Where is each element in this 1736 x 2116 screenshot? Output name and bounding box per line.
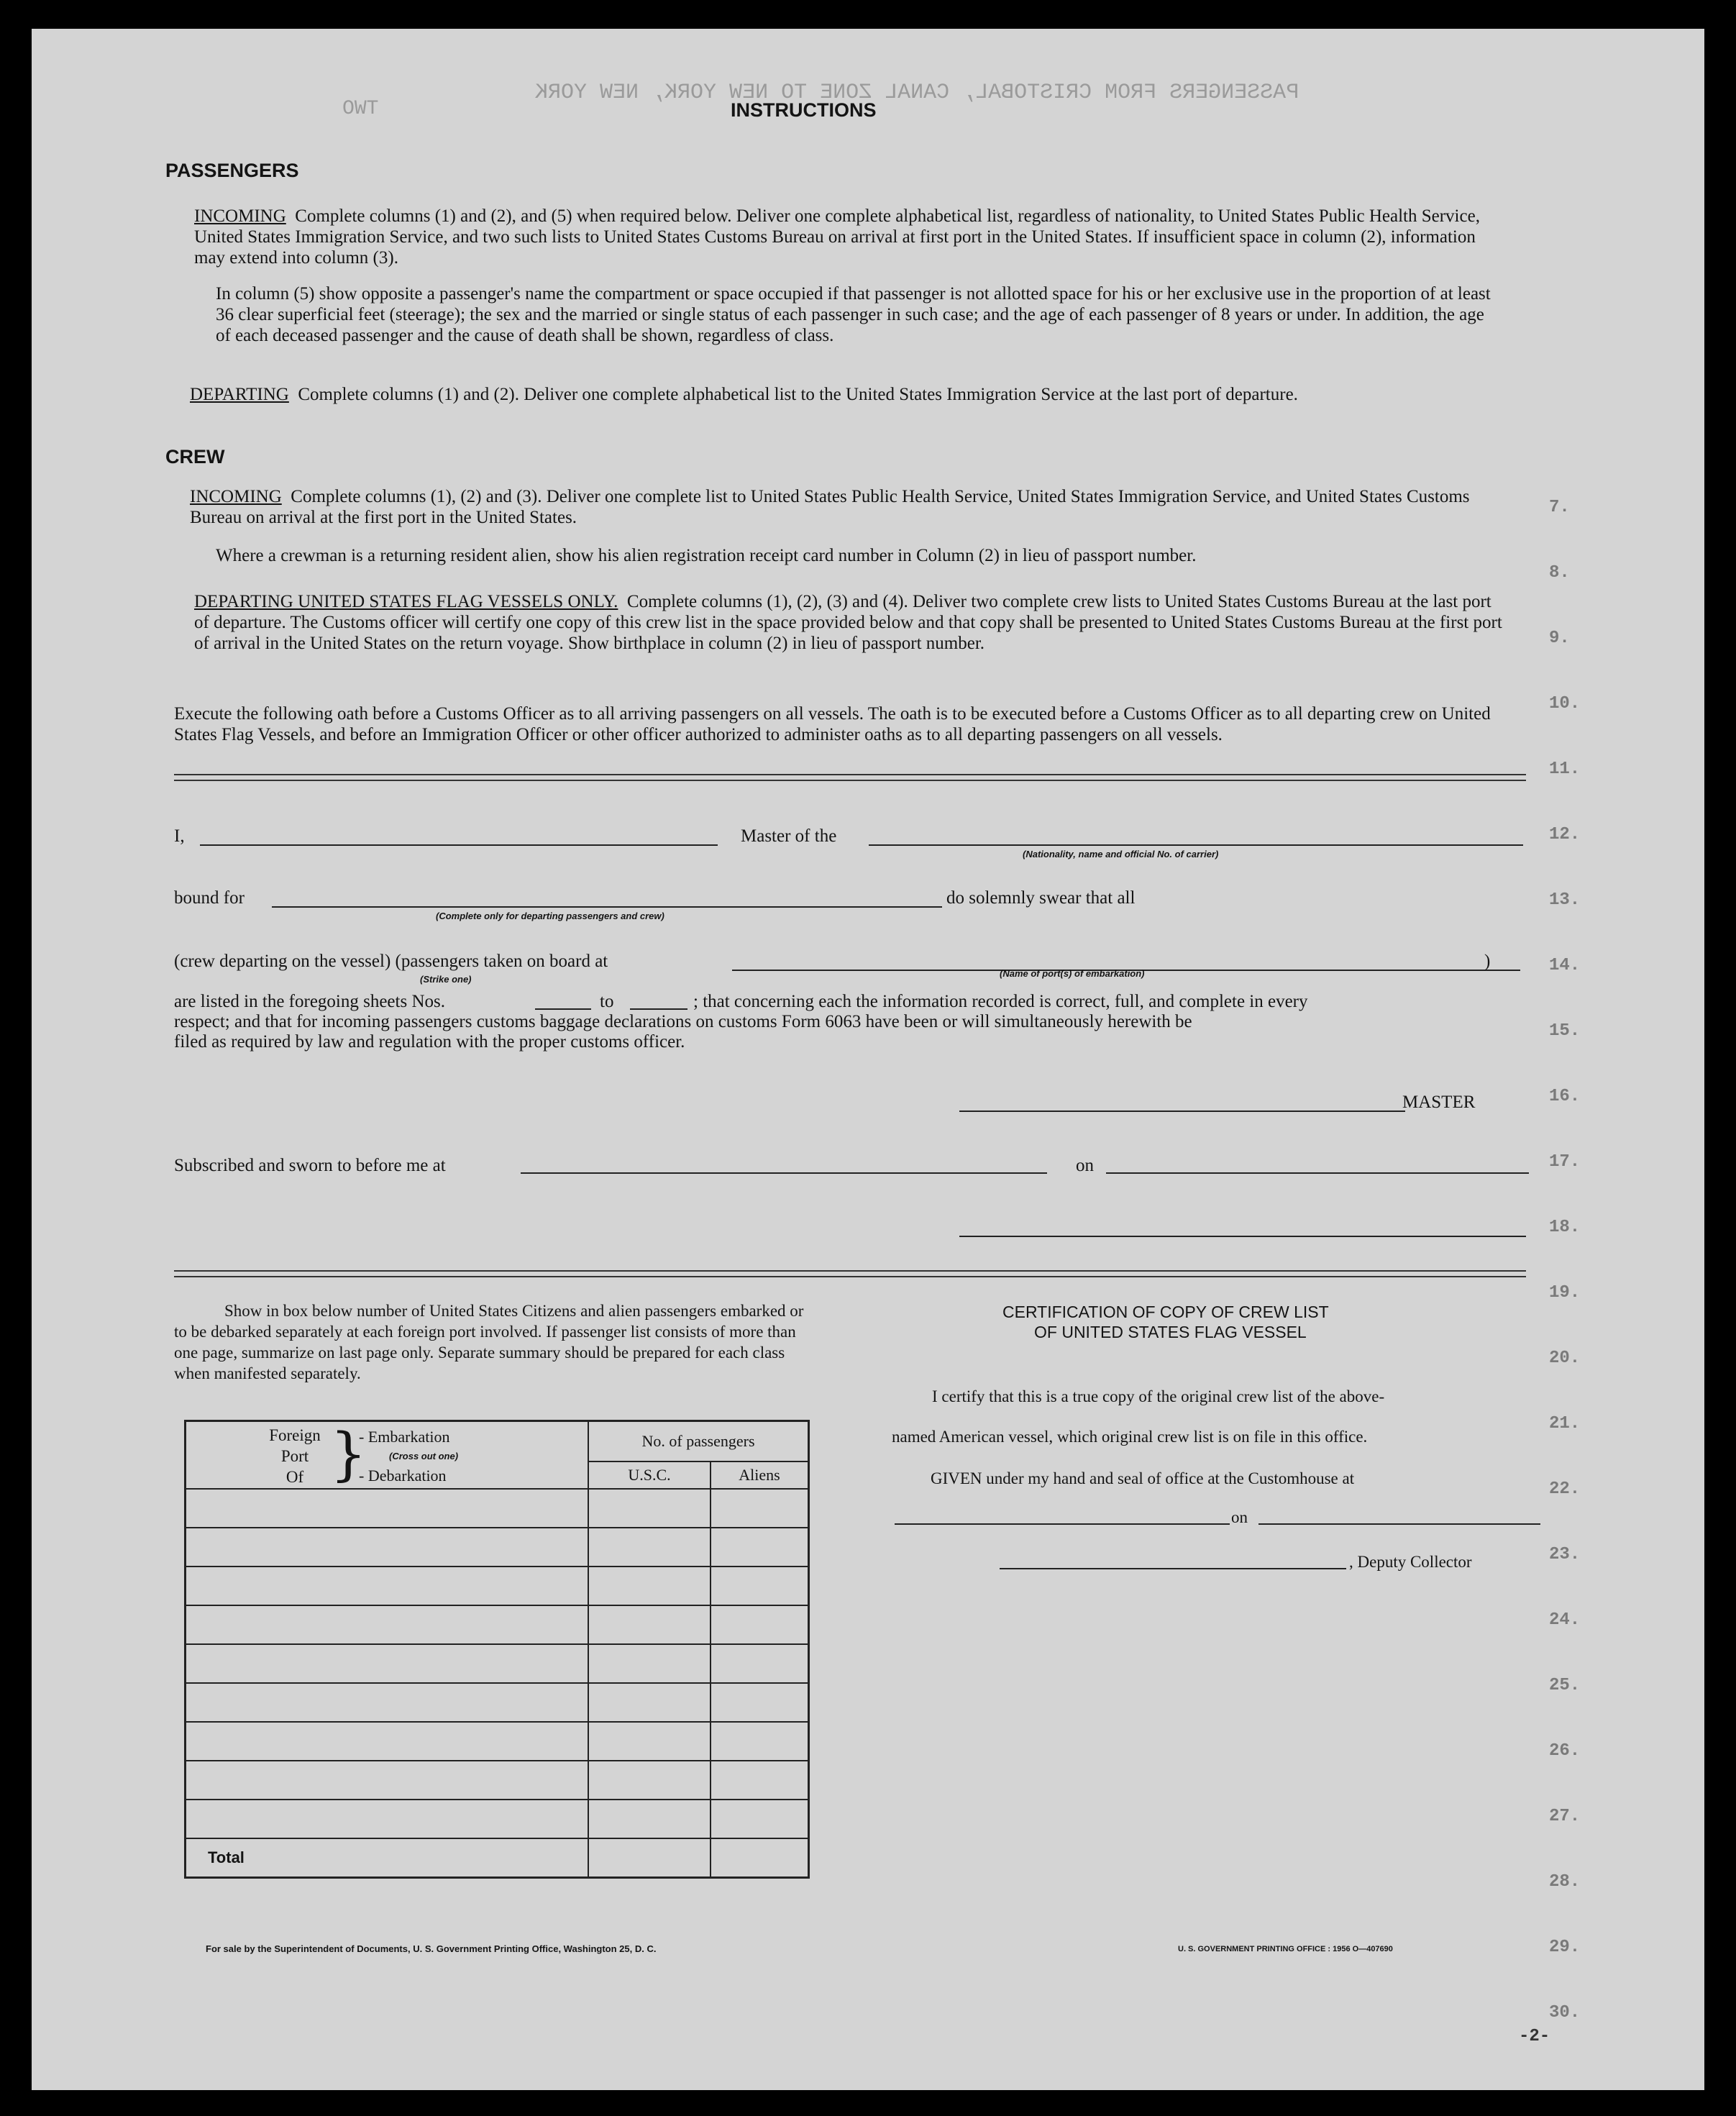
deputy-collector-label: , Deputy Collector: [1349, 1553, 1472, 1571]
embarkation-label: - Embarkation: [359, 1428, 450, 1446]
customhouse-field[interactable]: [895, 1523, 1230, 1525]
deputy-collector-field[interactable]: [1000, 1568, 1346, 1569]
incoming-text: Complete columns (1) and (2), and (5) when required below. Deliver one complete alphabetical list, regardless of nationality, to United States Public Health Service, United States Immigration Service, and two such lists to United States Customs Bureau on arrival at first port in the United States. If insufficient space in column (2), information may extend into column (3).: [194, 206, 1480, 268]
footer-left: For sale by the Superintendent of Documents, U. S. Government Printing Office, Washington 25, D. C.: [206, 1943, 657, 1954]
bleed-through-row-number: 10.: [1549, 694, 1581, 713]
bleed-through-row-number: 15.: [1549, 1021, 1581, 1041]
oath-instructions: Execute the following oath before a Customs Officer as to all arriving passengers on all vessels. The oath is to be executed before a Customs Officer as to all departing crew on United States Flag Vessels, and before an Immigration Officer or other officer authorized to administer oaths as to all departing passengers on all vessels.: [174, 704, 1491, 744]
bleed-through-row-number: 20.: [1549, 1349, 1581, 1368]
footer-right: U. S. GOVERNMENT PRINTING OFFICE : 1956 O—407690: [1178, 1945, 1393, 1953]
bleed-through-row-number: 23.: [1549, 1545, 1581, 1564]
bleed-through-row-number: 28.: [1549, 1872, 1581, 1892]
bleed-through-row-number: 13.: [1549, 890, 1581, 910]
brace-icon: }: [330, 1420, 367, 1487]
bleed-through-row-number: 22.: [1549, 1479, 1581, 1499]
officer-signature-field[interactable]: [959, 1236, 1526, 1237]
bleed-through-page-mark: -2-: [1519, 2027, 1550, 2046]
oath-i-label: I,: [174, 826, 185, 846]
bleed-through-row-number: 27.: [1549, 1807, 1581, 1826]
respect-text: respect; and that for incoming passengers customs baggage declarations on customs Form 6063 have been or will simultaneously herewith be: [174, 1012, 1192, 1031]
table-row[interactable]: [186, 1761, 809, 1800]
listed-label: are listed in the foregoing sheets Nos.: [174, 992, 445, 1011]
bound-for-field[interactable]: [272, 906, 942, 908]
cross-out-note: (Cross out one): [389, 1451, 459, 1461]
subscribed-date-field[interactable]: [1106, 1172, 1529, 1174]
table-row[interactable]: [186, 1683, 809, 1722]
column5-paragraph: In column (5) show opposite a passenger's name the compartment or space occupied if that passenger is not allotted space for his or her exclusive use in the proportion of at least 36 clear superficial feet (steerage); the sex and the married or single status of each passenger in such case; and the age of each passenger of 8 years or under. In addition, the age of each deceased passenger and the cause of death shall be shown, regardless of class.: [216, 284, 1491, 345]
certification-title-2: OF UNITED STATES FLAG VESSEL: [1034, 1323, 1307, 1341]
table-row[interactable]: [186, 1567, 809, 1605]
crew-incoming-label: INCOMING: [190, 487, 282, 506]
listed-rest: ; that concerning each the information recorded is correct, full, and complete in every: [693, 992, 1308, 1011]
instructions-title: INSTRUCTIONS: [731, 99, 877, 121]
bleed-through-row-number: 25.: [1549, 1676, 1581, 1695]
crewman-paragraph: Where a crewman is a returning resident alien, show his alien registration receipt card number in Column (2) in lieu of passport number.: [216, 546, 1197, 565]
bleed-through-row-number: 21.: [1549, 1414, 1581, 1433]
departing-us-label: DEPARTING UNITED STATES FLAG VESSELS ONLY.: [194, 592, 618, 611]
bleed-through-row-number: 14.: [1549, 956, 1581, 975]
port-label: Port: [280, 1447, 309, 1465]
crew-departing-label: (crew departing on the vessel) (passengers taken on board at: [174, 952, 608, 971]
form-sheet: [32, 29, 1704, 2090]
bleed-through-row-number: 7.: [1549, 498, 1570, 517]
bleed-through-row-number: 26.: [1549, 1741, 1581, 1761]
master-label: MASTER: [1402, 1093, 1476, 1112]
departing-text: Complete columns (1) and (2). Deliver one complete alphabetical list to the United States Immigration Service at the last port of departure.: [298, 385, 1298, 404]
subscribed-place-field[interactable]: [521, 1172, 1047, 1174]
table-row[interactable]: [186, 1605, 809, 1644]
complete-only-note: (Complete only for departing passengers and crew): [436, 911, 664, 921]
passenger-summary-table: [184, 1420, 810, 1879]
bleed-through-row-number: 30.: [1549, 2003, 1581, 2022]
bleed-through-row-number: 17.: [1549, 1152, 1581, 1172]
divider-bottom: [174, 1270, 1526, 1277]
bound-for-label: bound for: [174, 888, 245, 908]
master-signature-field[interactable]: [959, 1111, 1405, 1112]
filed-text: filed as required by law and regulation with the proper customs officer.: [174, 1032, 685, 1052]
bleed-through-row-number: 8.: [1549, 563, 1570, 583]
nationality-note: (Nationality, name and official No. of carrier): [1023, 849, 1219, 859]
certification-title-1: CERTIFICATION OF COPY OF CREW LIST: [1002, 1303, 1329, 1321]
ports-note: (Name of port(s) of embarkation): [1000, 968, 1145, 979]
sheet-to-field[interactable]: [630, 1008, 687, 1010]
debarkation-label: - Debarkation: [359, 1467, 447, 1485]
departing-us-text: Complete columns (1), (2), (3) and (4). Deliver two complete crew lists to United States Customs Bureau at the last port of departure. The Customs officer will certify one copy of this crew list in the space provided below and that copy shall be presented to United States Customs Bureau at the first port of arrival in the United States on the return voyage. Show birthplace in column (2) in lieu of passport number.: [194, 592, 1502, 653]
foreign-label: Foreign: [269, 1426, 321, 1444]
bleed-through-row-number: 16.: [1549, 1087, 1581, 1106]
certify-line-2: named American vessel, which original crew list is on file in this office.: [892, 1428, 1368, 1446]
no-of-passengers-header: No. of passengers: [588, 1421, 809, 1462]
master-of-label: Master of the: [741, 826, 837, 846]
incoming-label: INCOMING: [194, 206, 286, 226]
of-label: Of: [285, 1468, 304, 1486]
bleed-through-row-number: 29.: [1549, 1938, 1581, 1957]
master-name-field[interactable]: [200, 844, 718, 846]
carrier-field[interactable]: [869, 844, 1523, 846]
certify-line-1: I certify that this is a true copy of the original crew list of the above-: [932, 1387, 1385, 1405]
certification-on-label: on: [1231, 1508, 1248, 1526]
bleed-through-row-number: 18.: [1549, 1218, 1581, 1237]
bleed-through-header: PASSENGERS FROM CRISTOBAL, CANAL ZONE TO NEW YORK, NEW YORK: [535, 81, 1299, 105]
divider-top: [174, 774, 1526, 781]
total-label: Total: [186, 1838, 589, 1878]
summary-instructions: Show in box below number of United States Citizens and alien passengers embarked or to be debarked separately at each foreign port involved. If passenger list consists of more than one page, summarize on last page only. Separate summary should be prepared for each class when manifested separately.: [174, 1302, 804, 1382]
sheet-from-field[interactable]: [535, 1008, 591, 1010]
close-paren: ): [1484, 952, 1491, 971]
given-text: GIVEN under my hand and seal of office at the Customhouse at: [931, 1469, 1355, 1487]
subscribed-on-label: on: [1076, 1156, 1094, 1175]
departing-us-flag-paragraph: [194, 591, 1503, 654]
bleed-through-row-number: 19.: [1549, 1283, 1581, 1303]
crew-incoming-paragraph: [190, 486, 1503, 528]
aliens-header: Aliens: [711, 1461, 809, 1489]
crew-heading: CREW: [165, 446, 225, 468]
bleed-through-row-number: 9.: [1549, 629, 1570, 648]
departing-label: DEPARTING: [190, 385, 289, 404]
crew-incoming-text: Complete columns (1), (2) and (3). Deliver one complete list to United States Public Health Service, United States Immigration Service, and United States Customs Bureau on arrival at the first port in the United States.: [190, 487, 1470, 527]
swear-label: do solemnly swear that all: [946, 888, 1136, 908]
foreign-port-header: [186, 1421, 589, 1490]
bleed-through-row-number: 11.: [1549, 760, 1581, 779]
bleed-through-row-number: 12.: [1549, 825, 1581, 844]
bleed-through-row-number: 24.: [1549, 1610, 1581, 1630]
to-label: to: [600, 992, 614, 1011]
subscribed-label: Subscribed and sworn to before me at: [174, 1156, 446, 1175]
table-row[interactable]: [186, 1800, 809, 1838]
passengers-incoming-paragraph: [194, 206, 1503, 268]
certification-date-field[interactable]: [1258, 1523, 1540, 1525]
usc-header: U.S.C.: [588, 1461, 711, 1489]
table-row[interactable]: [186, 1528, 809, 1567]
total-row[interactable]: [186, 1838, 809, 1878]
passengers-heading: PASSENGERS: [165, 160, 299, 181]
table-row[interactable]: [186, 1722, 809, 1761]
table-header-row: [186, 1421, 809, 1462]
table-row[interactable]: [186, 1644, 809, 1683]
passengers-departing-paragraph: [190, 384, 1503, 405]
strike-note: (Strike one): [420, 974, 472, 985]
table-row[interactable]: [186, 1489, 809, 1528]
bleed-through-two: TWO: [342, 98, 379, 120]
